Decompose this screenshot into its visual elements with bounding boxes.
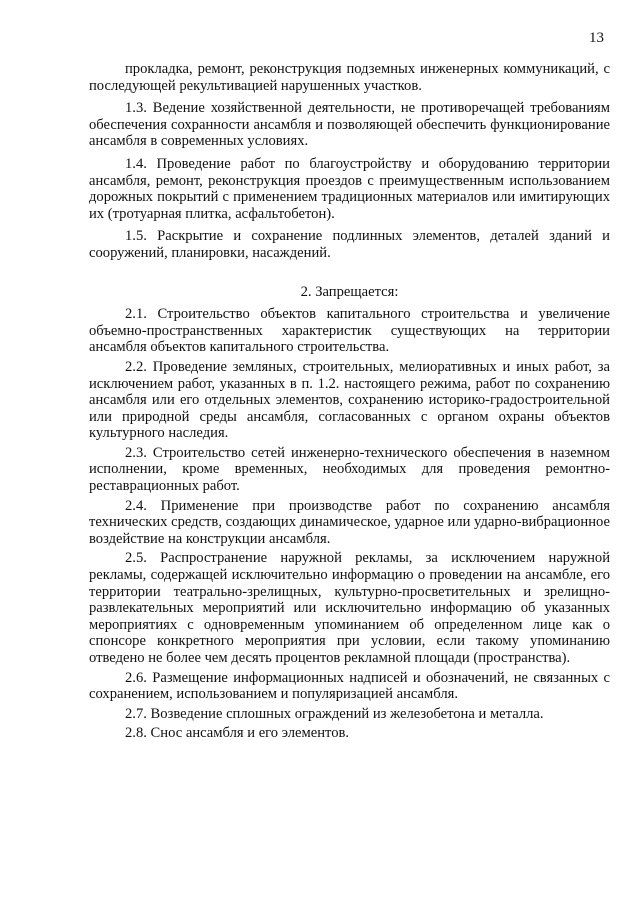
paragraph-2-8: 2.8. Снос ансамбля и его элементов. bbox=[125, 725, 350, 742]
paragraph-2-2: 2.2. Проведение земляных, строительных, мелиоративных и иных работ, за исключением работ, указанных в п. 1.2. настоящего режима, работ по сохранению ансамбля или его отдельных элементов, сохранению историко-градостроительной или природной среды ансамбля, согласованных с органом охраны объектов культурного наследия. bbox=[89, 358, 610, 442]
document-body bbox=[89, 61, 610, 742]
paragraph-1-5: 1.5. Раскрытие и сохранение подлинных элементов, деталей зданий и сооружений, планировки, насаждений. bbox=[89, 228, 610, 261]
paragraph-2-3: 2.3. Строительство сетей инженерно-технического обеспечения в наземном исполнении, кроме временных, необходимых для проведения ремонтно-реставрационных работ. bbox=[89, 444, 610, 495]
paragraph-2-6: 2.6. Размещение информационных надписей и обозначений, не связанных с сохранением, использованием и популяризацией ансамбля. bbox=[89, 669, 610, 703]
paragraph-1-4: 1.4. Проведение работ по благоустройству и оборудованию территории ансамбля, ремонт, реконструкция проездов с преимущественным использованием дорожных покрытий с применением традиционных материалов или имитирующих их (тротуарная плитка, асфальтобетон). bbox=[89, 155, 610, 222]
section-title-prohibited: 2. Запрещается: bbox=[300, 283, 399, 300]
paragraph-2-7: 2.7. Возведение сплошных ограждений из железобетона и металла. bbox=[125, 705, 544, 722]
page-number: 13 bbox=[589, 30, 604, 46]
paragraph-2-1: 2.1. Строительство объектов капитального строительства и увеличение объемно-пространственных характеристик существующих на территории ансамбля объектов капитального строительства. bbox=[89, 306, 610, 356]
paragraph-2-5: 2.5. Распространение наружной рекламы, за исключением наружной рекламы, содержащей исключительно информацию о проведении на ансамбле, его территории театрально-зрелищных, культурно-просветительных и зрелищно-развлекательных мероприятий или исключительно информацию об указанных мероприятиях с одновременным упоминанием об определенном лице как о спонсоре конкретного мероприятия при условии, если такому упоминанию отведено не более чем десять процентов рекламной площади (пространства). bbox=[89, 550, 610, 666]
paragraph-1-3: 1.3. Ведение хозяйственной деятельности, не противоречащей требованиям обеспечения сохранности ансамбля и позволяющей обеспечить функционирование ансамбля в современных условиях. bbox=[89, 100, 610, 150]
paragraph-2-4: 2.4. Применение при производстве работ по сохранению ансамбля технических средств, создающих динамическое, ударное или ударно-вибрационное воздействие на конструкции ансамбля. bbox=[89, 497, 610, 547]
paragraph-1-2-continuation: прокладка, ремонт, реконструкция подземных инженерных коммуникаций, с последующей рекультивацией нарушенных участков. bbox=[89, 61, 610, 94]
